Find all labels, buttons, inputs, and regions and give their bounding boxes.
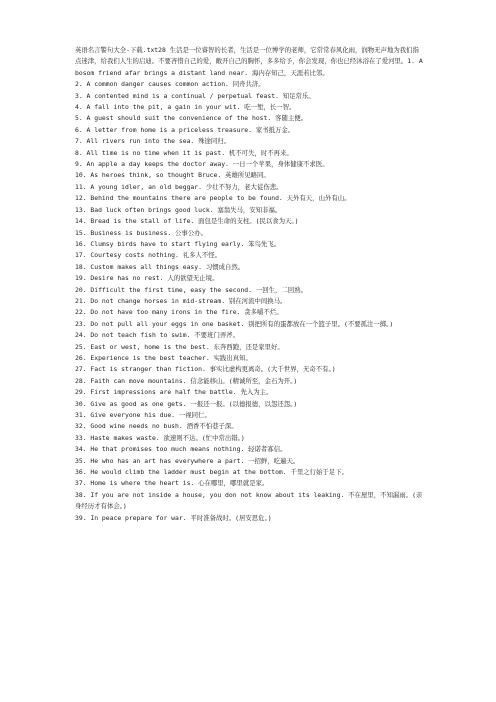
proverb-item: 37. Home is where the heart is. 心在哪里，哪里就是家。 [75,479,269,488]
proverb-item: 34. He that promises too much means nothing. 轻诺者寡信。 [75,445,287,454]
proverb-item: 39. In peace prepare for war. 平时准备战时。(居安思危。) [75,513,272,522]
proverb-item: 21. Do not change horses in mid-stream. 别在河流中间换马。 [75,296,287,305]
proverb-item: 28. Faith can move mountains. 信念能移山。(精诚所至，金石为开。) [75,376,298,385]
proverb-item: 16. Clumsy birds have to start flying early. 笨鸟先飞。 [75,239,281,248]
proverb-item: 9. An apple a day keeps the doctor away. 一日一个苹果，身体健康不求医。 [75,160,329,169]
proverb-item: 5. A guest should suit the convenience of the host. 客随主便。 [75,114,308,123]
proverb-item: 29. First impressions are half the battle. 先入为主。 [75,388,273,397]
proverb-item: 4. A fall into the pit, a gain in your wit. 吃一堑，长一智。 [75,103,296,112]
proverb-item: 38. If you are not inside a house, you don not know about its leaking. 不在屋里，不知漏雨。(亲身经历才有体会。) [75,490,423,511]
proverb-item: 35. He who has an art has everywhere a part. 一招鲜，吃遍天。 [75,456,300,465]
proverb-item: 12. Behind the mountains there are people to be found. 天外有天，山外有山。 [75,194,351,203]
document-body [75,45,425,524]
proverb-item: 7. All rivers run into the sea. 殊途同归。 [75,137,231,146]
proverb-item: 15. Business is business. 公事公办。 [75,228,207,237]
proverb-item: 6. A letter from home is a priceless treasure. 家书抵万金。 [75,125,295,134]
proverb-item: 27. Fact is stranger than fiction. 事实比虚构更离奇。(大千世界，无奇不有。) [75,365,336,374]
proverb-item: 22. Do not have too many irons in the fire. 贪多嚼不烂。 [75,308,283,317]
proverb-item: 23. Do not pull all your eggs in one basket. 别把所有的蛋都放在一个篮子里。(不要孤注一掷。) [75,319,394,328]
proverb-item: 18. Custom makes all things easy. 习惯成自然。 [75,262,245,271]
proverb-item: 36. He would climb the ladder must begin at the bottom. 千里之行始于足下。 [75,468,348,477]
proverb-item: 3. A contented mind is a continual / perpetual feast. 知足常乐。 [75,91,315,100]
proverb-item: 33. Haste makes waste. 欲速则不达。(忙中常出错。) [75,433,245,442]
proverb-item: 31. Give everyone his due. 一视同仁。 [75,411,211,419]
proverb-item: 11. A young idler, an old beggar. 少壮不努力，老大徒伤悲。 [75,182,283,191]
proverb-item: 14. Bread is the stall of life. 面包是生命的支柱。(民以食为天。) [75,217,299,226]
proverb-item: 8. All time is no time when it is past. 机不可失，时不再来。 [75,148,293,157]
proverb-item: 13. Bad luck often brings good luck. 塞翁失马，安知非福。 [75,205,282,214]
proverb-item: 32. Good wine needs no bush. 酒香不怕巷子深。 [75,422,238,431]
proverb-item: 19. Desire has no rest. 人的欲望无止境。 [75,274,219,283]
proverb-item: 30. Give as good as one gets. 一报还一报。(以德报德，以怨还怨。) [75,399,298,408]
proverb-item: 2. A common danger causes common action. 同舟共济。 [75,80,265,89]
proverb-item: 17. Courtesy costs nothing. 礼多人不怪。 [75,251,222,260]
intro-paragraph: 英语名言警句大全-下载.txt28 生活是一位睿智的长者，生活是一位博学的老师，它常常春风化雨，润物无声地为我们指点迷津，给我们人生的启迪。不要吝惜自己的爱，敞开自己的胸怀，多多给予，你会发现，你也已经沐浴在了爱河里。1. A bosom friend afar brings a distant land near. 海内存知己，天涯若比邻。 [75,46,423,77]
proverb-item: 24. Do not teach fish to swim. 不要班门弄斧。 [75,331,240,340]
proverb-item: 20. Difficult the first time, easy the second. 一回生，二回熟。 [75,285,307,294]
proverb-list [75,79,425,524]
proverb-item: 25. East or west, home is the best. 东奔西跑，还是家里好。 [75,342,284,351]
proverb-item: 26. Experience is the best teacher. 实践出真知。 [75,353,252,362]
proverb-item: 10. As heroes think, so thought Bruce. 英雄所见略同。 [75,171,270,180]
